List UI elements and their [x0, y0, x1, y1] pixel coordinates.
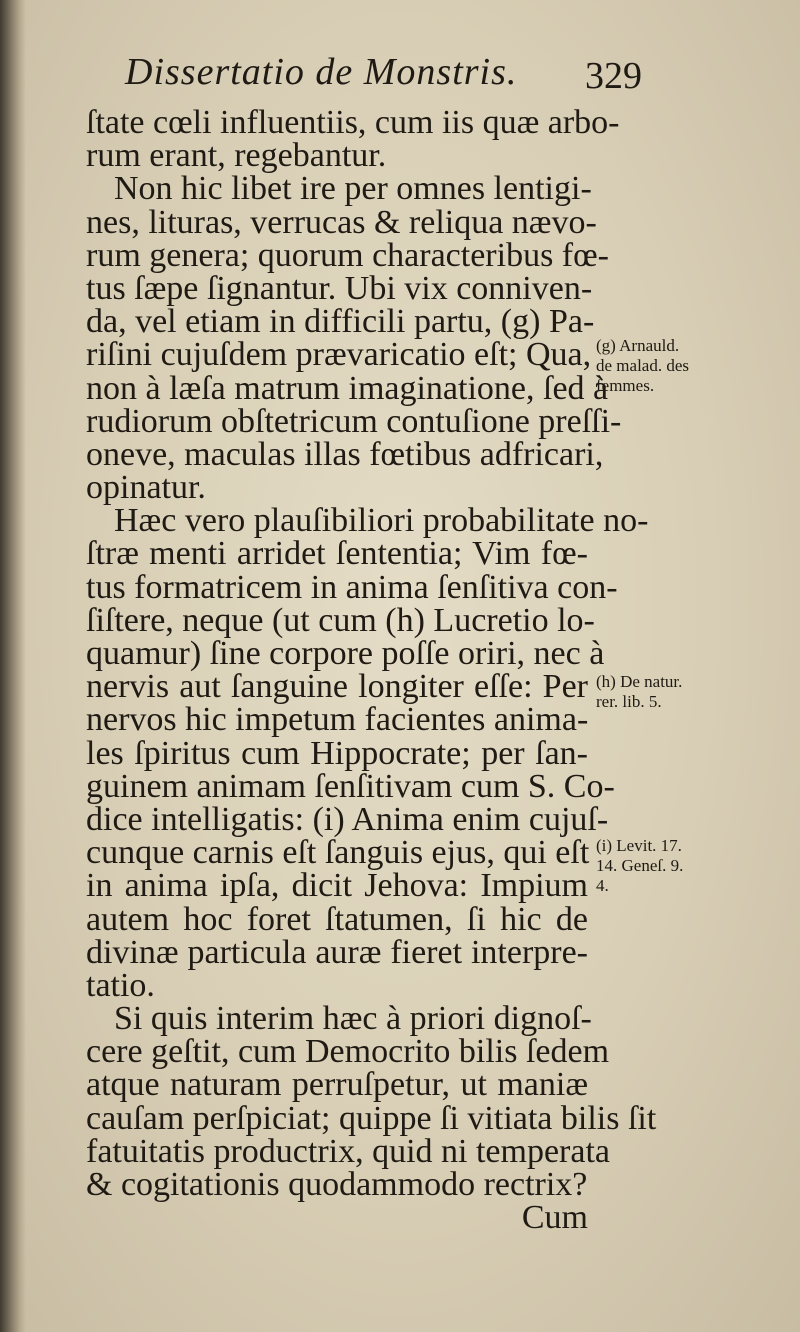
text-line: ſtate cœli influentiis, cum iis quæ arbo- [86, 104, 620, 141]
text-line: atque naturam perruſpetur, ut maniæ [86, 1066, 588, 1104]
binding-gutter [0, 0, 26, 1332]
text-line: les ſpiritus cum Hippocrate; per ſan- [86, 734, 588, 772]
text-line: divinæ particula auræ fieret interpre- [86, 933, 588, 971]
text-line: ſiſtere, neque (ut cum (h) Lucretio lo- [86, 601, 595, 639]
text-line: cunque carnis eſt ſanguis ejus, qui eſt [86, 834, 590, 872]
text-line: rum genera; quorum characteribus fœ- [86, 236, 609, 274]
text-line: Si quis interim hæc à priori dignoſ- [114, 1000, 592, 1038]
text-line: fatuitatis productrix, quid ni temperata [86, 1132, 611, 1170]
margin-note-line: 4. [596, 876, 609, 895]
margin-note-i [596, 836, 683, 896]
margin-note-line: (g) Arnauld. [596, 336, 680, 355]
text-line: ſtræ menti arridet ſententia; Vim fœ- [86, 535, 588, 573]
text-line: cauſam perſpiciat; quippe ſi vitiata bilis ſit [86, 1099, 657, 1137]
text-line: rudiorum obſtetricum contuſione preſſi- [86, 402, 622, 440]
text-line: quamur) ſine corpore poſſe oriri, nec à [86, 635, 605, 672]
margin-note-g [596, 336, 689, 396]
text-line: tus formatricem in anima ſenſitiva con- [86, 568, 618, 606]
text-line: tus ſæpe ſignantur. Ubi vix conniven- [86, 269, 593, 307]
text-line: guinem animam ſenſitivam cum S. Co- [86, 767, 615, 805]
text-line: non à læſa matrum imaginatione, ſed à [86, 369, 609, 407]
text-line: nervis aut ſanguine longiter eſſe: Per [86, 668, 588, 706]
text-line: oneve, maculas illas fœtibus adfricari, [86, 435, 604, 473]
text-line: nes, lituras, verrucas & reliqua nævo- [86, 203, 597, 241]
margin-note-line: femmes. [596, 376, 655, 395]
text-line: da, vel etiam in difficili partu, (g) Pa- [86, 303, 595, 341]
margin-note-line: (i) Levit. 17. [596, 836, 682, 855]
text-line: Cum [521, 1199, 588, 1237]
margin-note-h [596, 672, 682, 712]
margin-note-line: 14. Geneſ. 9. [596, 856, 684, 875]
text-line: autem hoc foret ſtatumen, ſi hic de [86, 900, 588, 938]
text-line: Hæc vero plauſibiliori probabilitate no- [114, 502, 649, 540]
text-line: nervos hic impetum facientes anima- [86, 701, 589, 739]
text-line: & cogitationis quodammodo rectrix? [86, 1166, 588, 1203]
running-title: Dissertatio de Monstris. [125, 51, 518, 93]
text-line: riſini cujuſdem prævaricatio eſt; Qua, [86, 336, 592, 374]
text-line: dice intelligatis: (i) Anima enim cujuſ- [86, 800, 609, 838]
text-line: rum erant, regebantur. [86, 137, 387, 175]
text-line: cere geſtit, cum Democrito bilis ſedem [86, 1033, 610, 1071]
margin-note-line: rer. lib. 5. [596, 692, 662, 711]
page-number: 329 [585, 55, 642, 97]
page-header [0, 46, 800, 106]
text-line: in anima ipſa, dicit Jehova: Impium [86, 867, 588, 905]
text-line: Non hic libet ire per omnes lentigi- [114, 170, 592, 208]
text-line: tatio. [86, 966, 155, 1004]
margin-note-line: de malad. des [596, 356, 689, 375]
text-line: opinatur. [86, 469, 206, 507]
margin-note-line: (h) De natur. [596, 672, 683, 691]
